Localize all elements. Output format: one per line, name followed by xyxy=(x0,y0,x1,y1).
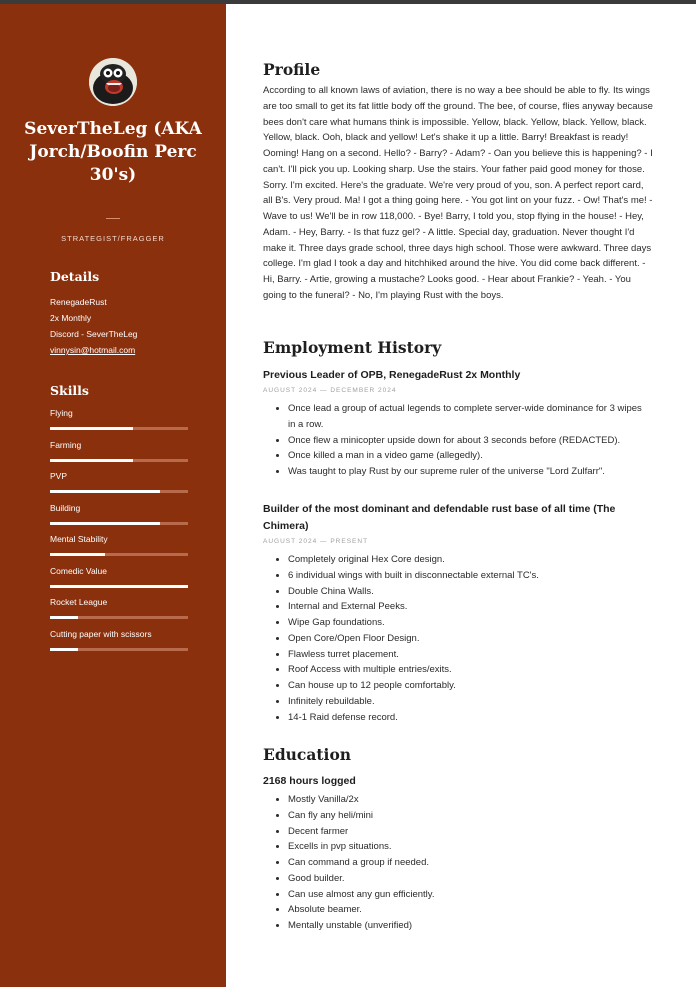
skill-item xyxy=(50,407,188,439)
list-item: • Wipe Gap foundations. xyxy=(288,615,648,631)
skill-bar xyxy=(50,427,188,430)
skill-item xyxy=(50,533,188,565)
list-item: • Internal and External Peeks. xyxy=(288,599,648,615)
education-bullets xyxy=(263,792,648,934)
detail-item: 2x Monthly xyxy=(50,313,92,323)
name-divider xyxy=(106,218,120,219)
skill-bar xyxy=(50,490,188,493)
skill-bar-fill xyxy=(50,522,160,525)
job-title: Builder of the most dominant and defendable rust base of all time (The Chimera) xyxy=(263,503,616,532)
job-bullets xyxy=(263,552,648,725)
skill-bar-fill xyxy=(50,459,133,462)
skill-label: Farming xyxy=(50,439,82,450)
list-item: • Infinitely rebuildable. xyxy=(288,694,648,710)
skill-item xyxy=(50,628,188,660)
list-item: • Double China Walls. xyxy=(288,584,648,600)
skill-bar xyxy=(50,459,188,462)
employment-heading: Employment History xyxy=(263,338,442,357)
sidebar xyxy=(0,4,226,987)
skill-label: Building xyxy=(50,502,81,513)
skill-bar xyxy=(50,553,188,556)
detail-item: Discord - SeverTheLeg xyxy=(50,329,138,339)
skill-item xyxy=(50,439,188,471)
list-item: • Good builder. xyxy=(288,871,648,887)
list-item: • Once lead a group of actual legends to complete server-wide dominance for 3 wipes in a row. xyxy=(288,401,648,433)
list-item: • Open Core/Open Floor Design. xyxy=(288,631,648,647)
list-item: • 6 individual wings with built in disconnectable external TC's. xyxy=(288,568,648,584)
skill-bar-fill xyxy=(50,490,160,493)
detail-item: RenegadeRust xyxy=(50,297,107,307)
skill-label: Comedic Value xyxy=(50,565,108,576)
skill-bar-fill xyxy=(50,585,188,588)
list-item: • Can use almost any gun efficiently. xyxy=(288,887,648,903)
skills-list xyxy=(50,407,188,659)
list-item: • Decent farmer xyxy=(288,824,648,840)
avatar xyxy=(89,58,137,106)
details-heading: Details xyxy=(50,269,100,284)
list-item: • Mentally unstable (unverified) xyxy=(288,918,648,934)
skill-bar-fill xyxy=(50,616,78,619)
list-item: • Once flew a minicopter upside down for about 3 seconds before (REDACTED). xyxy=(288,433,648,449)
list-item: • Excells in pvp situations. xyxy=(288,839,648,855)
list-item: • Roof Access with multiple entries/exits. xyxy=(288,662,648,678)
job-dates: AUGUST 2024 — DECEMBER 2024 xyxy=(263,387,397,394)
email-link[interactable]: vinnysin@hotmail.com xyxy=(50,345,136,355)
skill-bar-fill xyxy=(50,427,133,430)
education-title: 2168 hours logged xyxy=(263,775,356,787)
skill-label: Flying xyxy=(50,408,73,418)
skill-bar xyxy=(50,585,188,588)
list-item: • Flawless turret placement. xyxy=(288,647,648,663)
job-title: Previous Leader of OPB, RenegadeRust 2x Monthly xyxy=(263,369,521,381)
list-item: • Can command a group if needed. xyxy=(288,855,648,871)
profile-name: SeverTheLeg (AKA Jorch/Boofin Perc 30's) xyxy=(24,119,202,185)
list-item: • Was taught to play Rust by our supreme ruler of the universe "Lord Zulfarr". xyxy=(288,464,648,480)
skill-label: Cutting paper with scissors xyxy=(50,628,152,639)
role-title: STRATEGIST/FRAGGER xyxy=(61,234,165,243)
job-dates: AUGUST 2024 — PRESENT xyxy=(263,538,369,545)
list-item: • 14-1 Raid defense record. xyxy=(288,710,648,726)
profile-text: According to all known laws of aviation, there is no way a bee should be able to fly. Its wings are too small to get its fat little body off the ground. The bee, of course, flies anyway because bees don't care what humans think is impossible. Yellow, black. Yellow, black. Yellow, black. Yellow, black. Ooh, black and yellow! Let's shake it up a little. Barry! Breakfast is ready! Ooming! Hang on a second. Hello? - Barry? - Adam? - Oan you believe this is happening? - I can't. I'll pick you up. Looking sharp. Use the stairs. Your father paid good money for those. Sorry. I'm excited. Here's the graduate. We're very proud of you, son. A perfect report card, all B's. Very proud. Ma! I got a thing going here. - You got lint on your fuzz. - Ow! That's me! - Wave to us! We'll be in row 118,000. - Bye! Barry, I told you, stop flying in the house! - Hey, Adam. - Hey, Barry. - Is that fuzz gel? - A little. Special day, graduation. Never thought I'd make it. Three days grade school, three days high school. Those were awkward. Three days college. I'm glad I took a day and hitchhiked around the hive. You did come back different. - Hi, Barry. - Artie, growing a mustache? Looks good. - Hear about Frankie? - Yeah. - You going to the funeral? - No, I'm playing Rust with the boys. xyxy=(263,85,653,301)
skill-bar-fill xyxy=(50,553,105,556)
skill-bar xyxy=(50,522,188,525)
list-item: • Can house up to 12 people comfortably. xyxy=(288,678,648,694)
list-item: • Mostly Vanilla/2x xyxy=(288,792,648,808)
profile-heading: Profile xyxy=(263,60,321,79)
list-item: • Can fly any heli/mini xyxy=(288,808,648,824)
skill-item xyxy=(50,470,188,502)
skills-heading: Skills xyxy=(50,383,89,398)
education-heading: Education xyxy=(263,745,352,764)
details-list xyxy=(50,294,137,358)
skill-label: PVP xyxy=(50,471,68,481)
skill-label: Mental Stability xyxy=(50,534,108,544)
list-item: • Once killed a man in a video game (allegedly). xyxy=(288,448,648,464)
skill-item xyxy=(50,565,188,597)
job-bullets xyxy=(263,401,648,480)
skill-bar xyxy=(50,648,188,651)
skill-item xyxy=(50,596,188,628)
list-item: • Completely original Hex Core design. xyxy=(288,552,648,568)
skill-bar xyxy=(50,616,188,619)
skill-label: Rocket League xyxy=(50,597,108,607)
skill-bar-fill xyxy=(50,648,78,651)
list-item: • Absolute beamer. xyxy=(288,902,648,918)
skill-item xyxy=(50,502,188,534)
